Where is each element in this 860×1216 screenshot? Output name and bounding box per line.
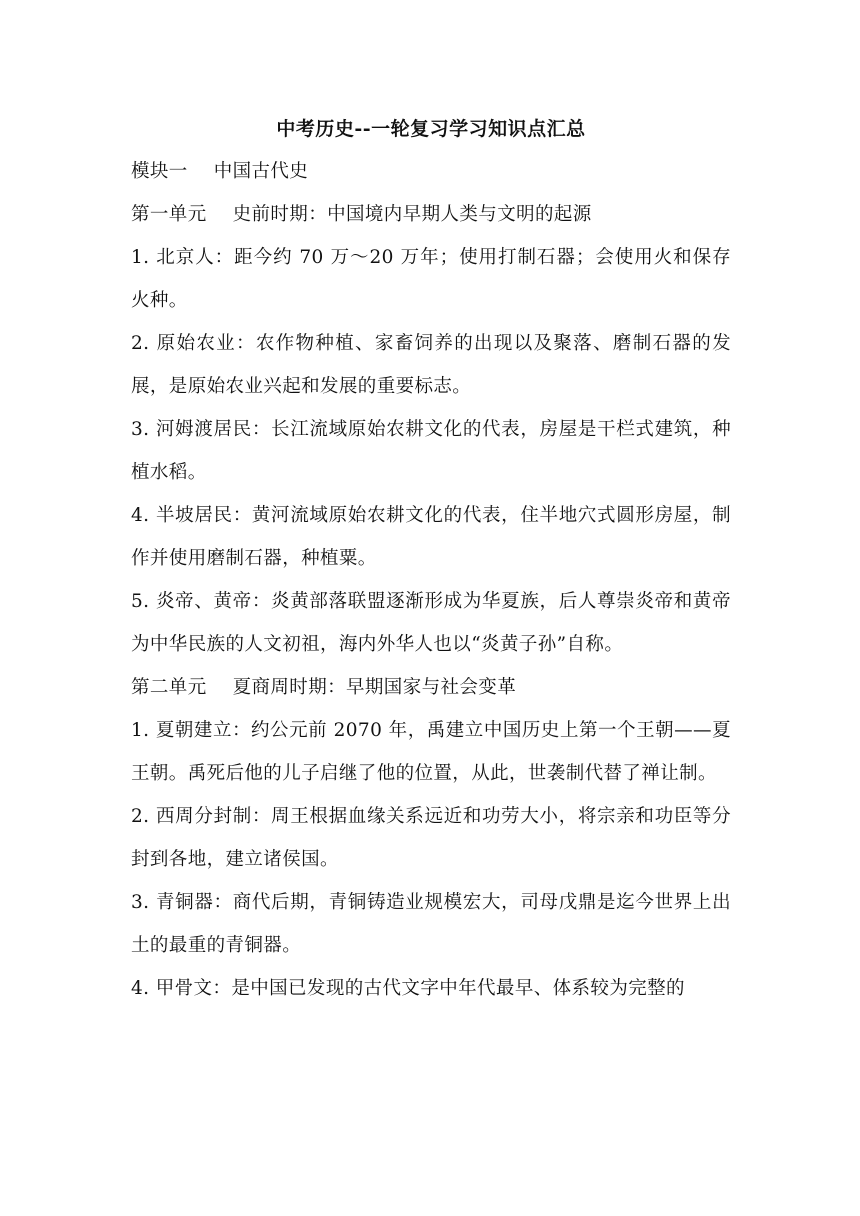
unit-heading	[131, 666, 731, 709]
list-item: 3. 青铜器：商代后期，青铜铸造业规模宏大，司母戊鼎是迄今世界上出土的最重的青铜器。	[131, 892, 731, 956]
unit-label: 第一单元	[131, 204, 207, 225]
list-item: 2. 西周分封制：周王根据血缘关系远近和功劳大小，将宗亲和功臣等分封到各地，建立诸侯国。	[131, 806, 731, 870]
unit-heading	[131, 193, 731, 236]
list-item: 1. 北京人：距今约 70 万～20 万年；使用打制石器；会使用火和保存火种。	[131, 247, 731, 311]
module-label: 模块一	[131, 161, 188, 182]
unit-label: 第二单元	[131, 677, 207, 698]
module-heading	[131, 150, 731, 193]
list-item: 3. 河姆渡居民：长江流域原始农耕文化的代表，房屋是干栏式建筑，种植水稻。	[131, 419, 731, 483]
unit-name: 夏商周时期：早期国家与社会变革	[232, 677, 517, 698]
list-item: 4. 半坡居民：黄河流域原始农耕文化的代表，住半地穴式圆形房屋，制作并使用磨制石器，种植粟。	[131, 505, 731, 569]
list-item: 5. 炎帝、黄帝：炎黄部落联盟逐渐形成为华夏族，后人尊崇炎帝和黄帝为中华民族的人文初祖，海内外华人也以“炎黄子孙”自称。	[131, 591, 731, 655]
list-item: 4. 甲骨文：是中国已发现的古代文字中年代最早、体系较为完整的	[131, 978, 685, 999]
unit-name: 史前时期：中国境内早期人类与文明的起源	[232, 204, 592, 225]
list-item: 2. 原始农业：农作物种植、家畜饲养的出现以及聚落、磨制石器的发展，是原始农业兴起和发展的重要标志。	[131, 333, 731, 397]
list-item: 1. 夏朝建立：约公元前 2070 年，禹建立中国历史上第一个王朝——夏王朝。禹死后他的儿子启继了他的位置，从此，世袭制代替了禅让制。	[131, 720, 731, 784]
module-name: 中国古代史	[213, 161, 309, 182]
document-title: 中考历史--一轮复习学习知识点汇总	[276, 118, 586, 140]
document-body	[131, 110, 731, 1010]
